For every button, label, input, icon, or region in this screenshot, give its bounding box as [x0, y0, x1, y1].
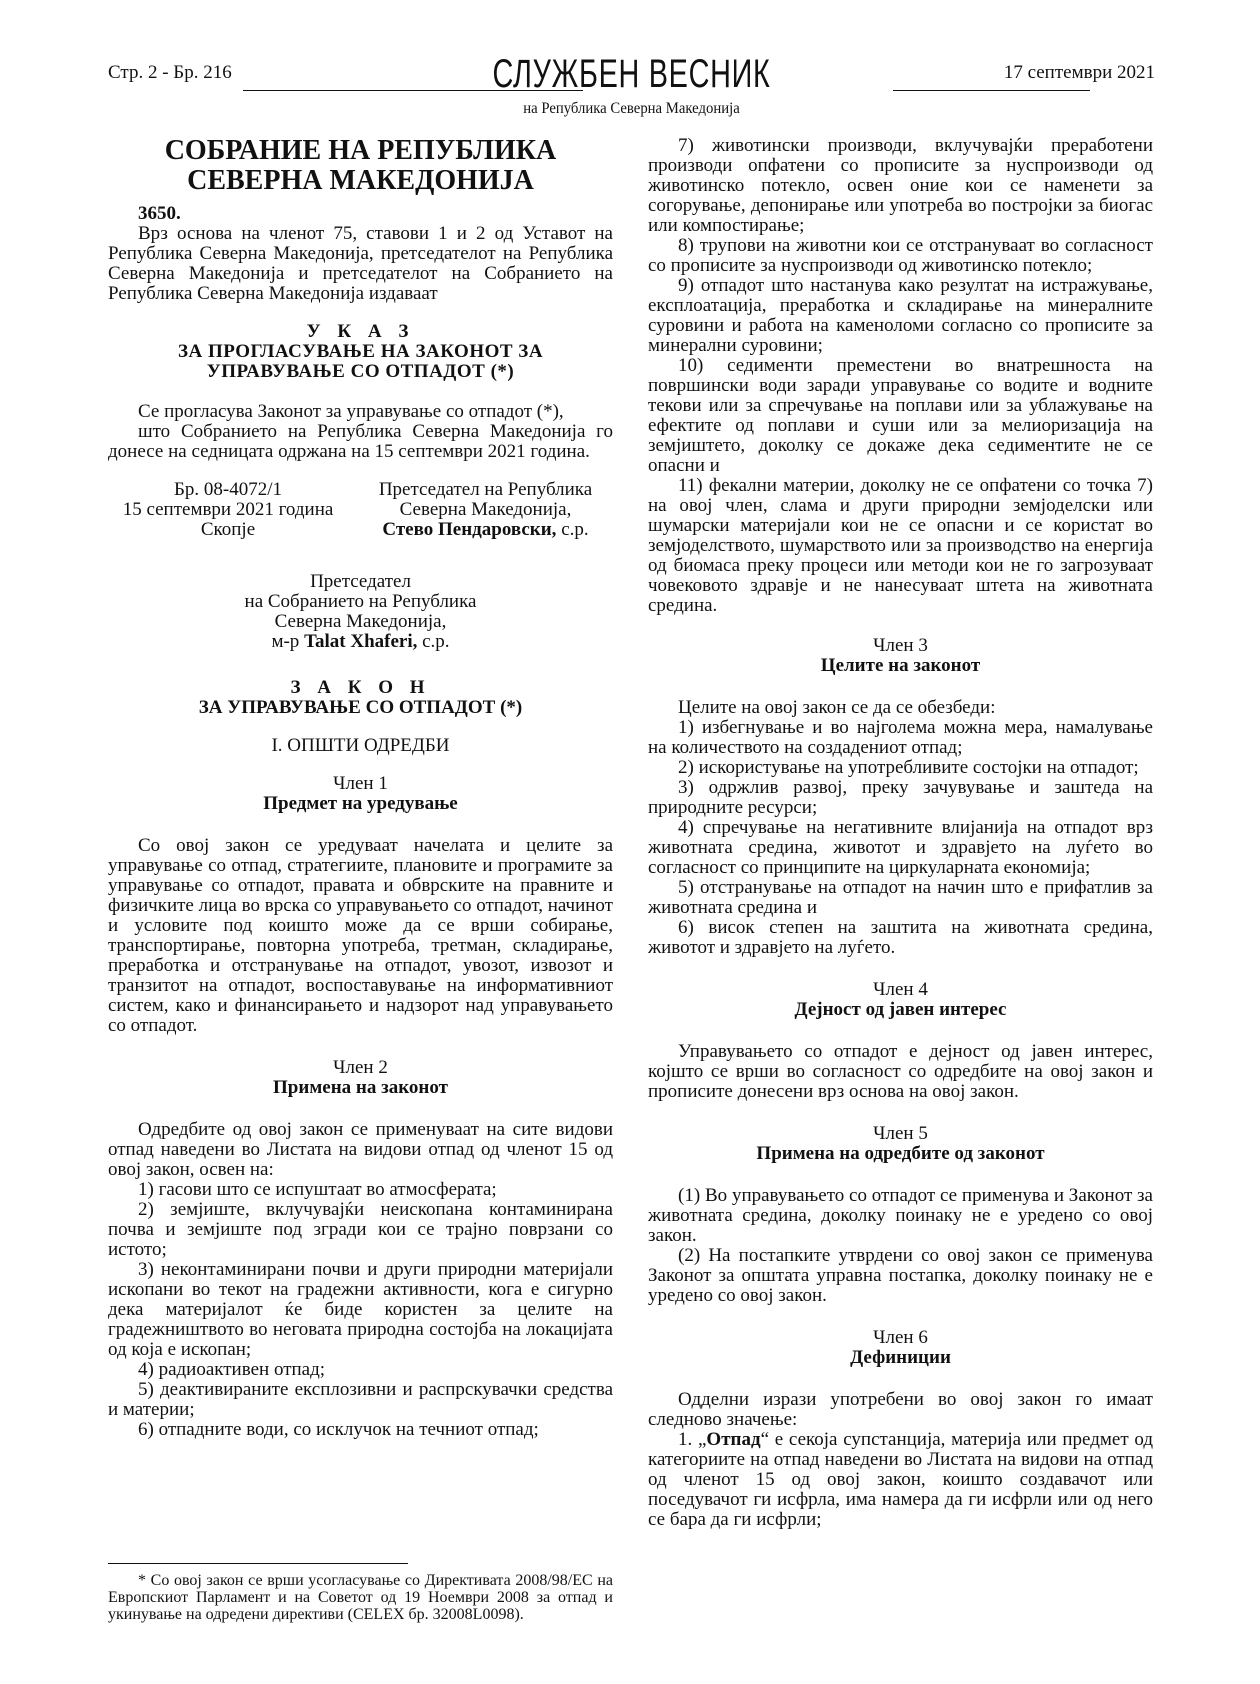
speaker-sr: с.р. [417, 631, 450, 652]
definition-1 [648, 1430, 1153, 1530]
list-item: 1) избегнување и во најголема можна мера, намалување на количеството на создадениот отпад; [648, 717, 1153, 758]
law-heading [108, 678, 613, 718]
decree-title: ЗА ПРОГЛАСУВАЊЕ НА ЗАКОНОТ ЗА УПРАВУВАЊЕ СО ОТПАДОТ (*) [177, 341, 544, 382]
president-sr: с.р. [556, 519, 589, 540]
article-5-title: Примена на одредбите од законот [756, 1143, 1045, 1164]
list-item: 5) отстранување на отпадот на начин што е прифатлив за животната средина и [648, 877, 1153, 918]
article-4-number: Член 4 [873, 979, 928, 1000]
president-title-2: Северна Македонија, [399, 499, 572, 520]
gazette-subtitle: на Република Северна Македонија [523, 100, 740, 117]
speaker-title-2: на Собранието на Република [244, 591, 477, 612]
speaker-name: Talat Xhaferi, [304, 631, 418, 652]
article-2-title: Примена на законот [273, 1077, 448, 1098]
speaker-title-1: Претседател [310, 571, 411, 592]
article-1-text: Со овој закон се уредуваат начелата и целите за управување со отпад, стратегиите, плановите и програмите за управување со отпадот, правата и обврските на правните и физичките лица во врска со управувањето со отпадот, начинот и условите под коишто може да се врши собирање, транспортирање, повторна употреба, третман, складирање, преработка и отстранување на отпадот, увозот, извозот и транзитот на отпадот, воспоставување на информативниот систем, како и финансирањето и надзорот над управувањето со отпадот. [108, 835, 613, 1036]
article-6-text: Одделни изрази употребени во овој закон го имаат следново значење: [648, 1389, 1153, 1430]
article-4-title: Дејност од јавен интерес [794, 999, 1007, 1020]
decree-number: Бр. 08-4072/1 [173, 479, 283, 500]
definition-1-prefix: 1. „ [678, 1429, 707, 1450]
page-reference: Стр. 2 - Бр. 216 [108, 62, 232, 83]
decree-heading [108, 322, 613, 382]
president-signature [358, 520, 613, 540]
signature-president [358, 480, 613, 540]
left-column [108, 136, 613, 1440]
article-5-number: Член 5 [873, 1123, 928, 1144]
decree-city: Скопје [200, 519, 256, 540]
list-item: 11) фекални материи, доколку не се опфатени со точка 7) на овој член, слама и други природни земјоделски или шумарски материјали кои не се опасни и се користат во земјоделството, шумарството или за производство на енергија од биомаса преку процеси или методи кои не го загрозуваат човековото здравје и не нанесуваат штета на животната средина. [648, 475, 1153, 616]
issue-date: 17 септември 2021 [1003, 62, 1155, 83]
right-column [648, 136, 1153, 1530]
list-item: 4) радиоактивен отпад; [138, 1359, 326, 1380]
list-item: (1) Во управувањето со отпадот се применува и Законот за животната средина, доколку поинаку не е уредено со овој закон. [648, 1185, 1153, 1246]
speaker-title-3: Северна Македонија, [274, 611, 447, 632]
list-item: 10) седименти преместени во внатрешноста на површински води заради управување со водите и водните текови или за спречување на поплави или за ублажување на ефектите од поплави и суши или за мелиоризација на земјиштето, доколку се докаже дека седиментите не се опасни и [648, 355, 1153, 476]
definition-1-text: “ е секоја супстанција, материја или предмет од категориите на отпад наведени во Листата на видови на отпад од членот 15 од овој закон, коишто создавачот или поседувачот ги исфрла, има намера да ги исфрли или од него се бара да ги исфрли; [648, 1429, 1154, 1530]
list-item: 9) отпадот што настанува како резултат на истражување, експлоатација, преработка и складирање на минералните суровини и работа на каменоломи согласно со прописите за минерални суровини; [648, 275, 1153, 356]
list-item: 8) трупови на животни кои се отстрануваат во согласност со прописите за нуспроизводи од животинско потекло; [648, 235, 1153, 276]
list-item: 3) неконтаминирани почви и други природни материјали ископани во текот на градежни активности, кога е сигурно дека материјалот ќе биде користен за целите на градежништвото во неговата природна состојба на локацијата од која е ископан; [108, 1259, 613, 1360]
president-title-1: Претседател на Република [378, 479, 593, 500]
article-3-title: Целите на законот [820, 655, 981, 676]
list-item: 6) отпадните води, со исклучок на течниот отпад; [138, 1419, 539, 1440]
article-2-number: Член 2 [333, 1057, 388, 1078]
list-item: 3) одржлив развој, преку зачувување и заштеда на природните ресурси; [648, 777, 1153, 818]
proclaim-line-1: Се прогласува Законот за управување со отпадот (*), [138, 401, 564, 422]
article-3-text: Целите на овој закон се да се обезбеди: [678, 697, 996, 718]
proclaim-line-2: што Собранието на Република Северна Македонија го донесе на седницата одржана на 15 септември 2021 година. [108, 421, 613, 462]
decree-date: 15 септември 2021 година [122, 499, 334, 520]
gazette-header [108, 52, 1155, 122]
footnote-text: * Со овој закон се врши усогласување со Директивата 2008/98/ЕС на Европскиот Парламент и на Советот од 19 Ноември 2008 за отпад и укинување на одредени директиви (CELEX бр. 32008L0098). [108, 1572, 613, 1623]
article-6-number: Член 6 [873, 1327, 928, 1348]
list-item: 4) спречување на негативните влијанија на отпадот врз животната средина, животот и здравјето на луѓето во согласност со принципите на циркуларната економија; [648, 817, 1153, 878]
definition-1-term: Отпад [706, 1429, 761, 1450]
article-6-title: Дефиниции [850, 1347, 951, 1368]
signature-speaker [108, 572, 613, 652]
chapter-heading: I. ОПШТИ ОДРЕДБИ [271, 735, 450, 756]
gazette-title: СЛУЖБЕН ВЕСНИК [492, 52, 771, 96]
president-name: Стево Пендаровски, [382, 519, 557, 540]
list-item: 1) гасови што се испуштаат во атмосферата; [138, 1179, 497, 1200]
speaker-degree: м-р [271, 631, 305, 652]
article-1-number: Член 1 [333, 773, 388, 794]
list-item: 5) деактивираните експлозивни и распрскувачки средства и материи; [108, 1379, 613, 1420]
decree-word: У К А З [306, 321, 415, 342]
speaker-signature [108, 632, 613, 652]
article-1-title: Предмет на уредување [263, 793, 458, 814]
header-rule-right [893, 90, 1090, 91]
law-title: ЗА УПРАВУВАЊЕ СО ОТПАДОТ (*) [198, 697, 523, 718]
list-item: 2) искористување на употребливите состојки на отпадот; [678, 757, 1139, 778]
list-item: 2) земјиште, вклучувајќи неископана контаминирана почва и земјиште под згради кои се трајно поврзани со истото; [108, 1199, 613, 1260]
institution-title: СОБРАНИЕ НА РЕПУБЛИКА СЕВЕРНА МАКЕДОНИЈА [164, 135, 557, 196]
list-item: 6) висок степен на заштита на животната средина, животот и здравјето на луѓето. [648, 917, 1153, 958]
act-number: 3650. [138, 203, 181, 224]
law-word: З А К О Н [290, 677, 431, 698]
footnote-divider [108, 1563, 408, 1564]
intro-paragraph: Врз основа на членот 75, ставови 1 и 2 од Уставот на Република Северна Македонија, претседателот на Република Северна Македонија и претседателот на Собранието на Република Северна Македонија издаваат [108, 223, 613, 304]
article-3-number: Член 3 [873, 635, 928, 656]
footnote [108, 1572, 613, 1623]
signature-block [108, 480, 613, 550]
article-4-text: Управувањето со отпадот е дејност од јавен интерес, којшто се врши во согласност со одредбите на овој закон и прописите донесени врз основа на овој закон. [648, 1041, 1153, 1102]
signature-left [108, 480, 348, 540]
list-item: (2) На постапките утврдени со овој закон се применува Законот за општата управна постапка, доколку поинаку не е уредено со овој закон. [648, 1245, 1153, 1306]
article-2-text: Одредбите од овој закон се применуваат на сите видови отпад наведени во Листата на видови отпад од членот 15 од овој закон, освен на: [108, 1119, 613, 1180]
list-item: 7) животински производи, вклучувајќи преработени производи опфатени со прописите за нуспроизводи од животинско потекло, освен оние кои се наменети за согорување, депонирање или употреба во постројки за биогас или компостирање; [648, 135, 1153, 236]
